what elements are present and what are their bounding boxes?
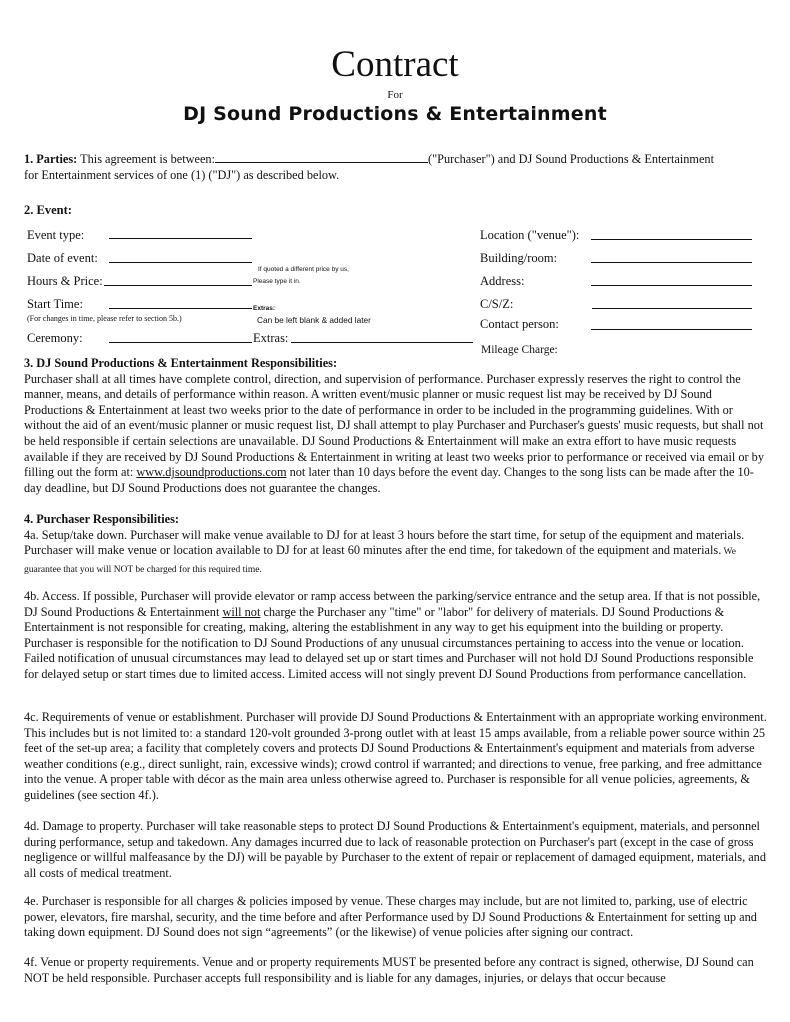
section4a-text: 4a. Setup/take down. Purchaser will make venue available to DJ for at least 3 hours before the start time, for setup of the equipment and materials. Purchaser will make venue or location available to DJ for at least 60 minutes after the end time, for takedown of the equipment and materials. [24, 527, 745, 558]
start-time-field[interactable] [109, 308, 252, 309]
company-name: DJ Sound Productions & Entertainment [183, 103, 607, 125]
section-dj-responsibilities [24, 356, 769, 496]
parties-text-line2: for Entertainment services of one (1) ("DJ") as described below. [24, 167, 340, 182]
section-purchaser-responsibilities [24, 512, 769, 578]
section4b-text-before: 4b. Access. If possible, Purchaser will provide elevator or ramp access between the parking/service entrance and the setup area. If that is not possible, DJ Sound Productions & Entertainment [24, 589, 761, 619]
csz-field[interactable] [592, 308, 752, 309]
section4c-text: 4c. Requirements of venue or establishment. Purchaser will provide DJ Sound Productions & Entertainment with an appropriate working environment. This includes but is not limited to: a standard 120-volt grounded 3-prong outlet with at least 15 amps available, from a reliable power source within 25 feet of the set-up area; a facility that completely covers and protects DJ Sound Productions & Entertainment's equipment and materials from adverse weather conditions (e.g., direct sunlight, rain, excessive winds); crowd control if warranted; and directions to venue, free parking, and free admittance into the venue. A proper table with décor as the main area unless otherwise agreed to. Purchaser is responsible for all venue policies, agreements, & guidelines (see section 4f.). [24, 710, 767, 802]
section4a-note: We guarantee that you will NOT be charged for this required time. [24, 547, 736, 575]
section4f-text: 4f. Venue or property requirements. Venue and or property requirements MUST be presented before any contract is signed, otherwise, DJ Sound can NOT be held responsible. Purchaser accepts full responsibility and is liable for any damages, injuries, or delays that occur because [24, 955, 754, 985]
price-note-line1: If quoted a different price by us, [258, 266, 349, 273]
mileage-charge-label: Mileage Charge: [481, 344, 558, 356]
ceremony-field[interactable] [109, 342, 252, 343]
section4-heading: 4. Purchaser Responsibilities: [24, 512, 179, 526]
section-4f [24, 955, 769, 986]
csz-label: C/S/Z: [480, 297, 514, 311]
start-time-note: (For changes in time, please refer to section 5b.) [27, 314, 182, 323]
building-room-label: Building/room: [480, 251, 558, 265]
section-4e [24, 894, 769, 941]
extras-note-text: Can be left blank & added later [257, 315, 371, 325]
location-label: Location ("venue"): [480, 228, 580, 242]
section3-heading: 3. DJ Sound Productions & Entertainment Responsibilities: [24, 356, 338, 370]
date-of-event-field[interactable] [109, 262, 252, 263]
event-heading: 2. Event: [24, 203, 72, 217]
section3-text-after-link: not later than 10 days before the event day. Changes to the song lists can be made after the 10-day deadline, but DJ Sound Productions does not guarantee the changes. [24, 465, 754, 495]
section4e-text: 4e. Purchaser is responsible for all charges & policies imposed by venue. These charges may include, but are not limited to, parking, use of electric power, elevators, fire marshal, security, and the time before and after Performance used by DJ Sound Productions & Entertainment for setting up and taking down equipment. DJ Sound does not sign “agreements” (or the likewise) of venue policies after signing our contract. [24, 894, 757, 940]
document-title: Contract [331, 44, 459, 85]
price-note-line2: Please type it in. [253, 278, 301, 285]
parties-text-before: This agreement is between: [77, 152, 215, 166]
address-label: Address: [480, 274, 525, 288]
start-time-label: Start Time: [27, 297, 83, 311]
section4d-text: 4d. Damage to property. Purchaser will take reasonable steps to protect DJ Sound Productions & Entertainment's equipment, materials, and personnel during performance, setup and takedown. Any damages incurred due to lack of reasonable protection on Purchaser's part (except in the case of gross negligence or willful malfeasance by the DJ) will be payable by Purchaser to the extent of repair or replacement of damaged equipment, materials, and all costs of medical treatment. [24, 819, 766, 880]
section-parties [24, 152, 769, 183]
contact-person-label: Contact person: [480, 317, 559, 331]
section4b-underlined: will not [222, 604, 261, 619]
event-type-field[interactable] [109, 238, 252, 239]
ceremony-label: Ceremony: [27, 331, 83, 345]
extras-label: Extras: [253, 331, 289, 345]
section3-text: Purchaser shall at all times have complete control, direction, and supervision of performance. Purchaser expressly reserves the right to control the manner, means, and details of performance within reason. A written event/music planner or music request list may be received by DJ Sound Productions & Entertainment at least two weeks prior to the date of performance in order to be included in the programming guidelines. With or without the aid of an event/music planner or music request list, DJ shall attempt to play Purchaser and Purchaser's guests' music requests, but shall not be held responsible if certain selections are unavailable. DJ Sound Productions & Entertainment will make an extra effort to have music requests available if they are received by DJ Sound Productions & Entertainment in writing at least two weeks prior to performance or received via email or by filling out the form at: [24, 371, 764, 480]
contact-person-field[interactable] [591, 329, 752, 330]
date-of-event-label: Date of event: [27, 251, 98, 265]
parties-text-after: ("Purchaser") and DJ Sound Productions & Entertainment [428, 152, 714, 166]
extras-note-title: Extras: [253, 305, 276, 312]
for-label: For [387, 89, 403, 101]
event-type-label: Event type: [27, 228, 85, 242]
section-4c [24, 710, 769, 804]
website-link[interactable]: www.djsoundproductions.com [136, 465, 287, 480]
building-room-field[interactable] [591, 262, 752, 263]
address-field[interactable] [591, 285, 752, 286]
parties-heading: 1. Parties: [24, 152, 78, 166]
extras-field[interactable] [291, 342, 473, 343]
location-field[interactable] [591, 239, 752, 240]
section-4d [24, 819, 769, 881]
hours-price-field[interactable] [104, 285, 252, 286]
hours-price-label: Hours & Price: [27, 274, 103, 288]
purchaser-name-field[interactable] [215, 162, 428, 163]
section4b-text-after: charge the Purchaser any "time" or "labor" for delivery of materials. DJ Sound Productions & Entertainment is not responsible for creating, making, altering the establishment in any way to get his equipment into the building or property. Purchaser is responsible for the notification to DJ Sound Productions of any unusual circumstances pertaining to access into the venue or location. Failed notification of unusual circumstances may lead to delayed set up or start times and Purchaser will not hold DJ Sound Productions responsible for delayed setup or start times due to limited access. Limited access will not singly prevent DJ Sound Productions from performance cancellation. [24, 604, 754, 681]
section-4b [24, 589, 769, 683]
